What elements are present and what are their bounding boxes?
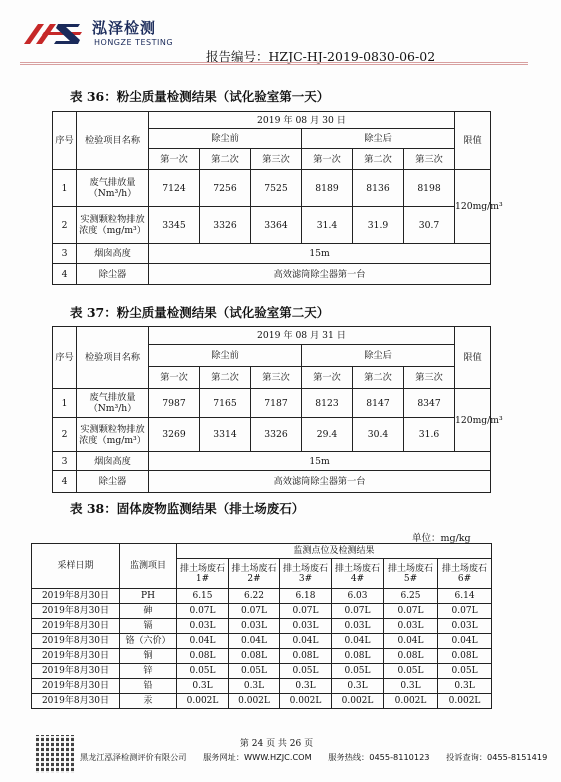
table-row: [32, 664, 492, 679]
date-header: 2019 年 08 月 31 日: [149, 327, 455, 345]
value-cell: 0.04L: [438, 634, 492, 649]
row-no: 3: [53, 452, 77, 471]
item-cell: 镉: [120, 619, 177, 634]
value-cell: 0.08L: [332, 649, 384, 664]
value-cell: 0.03L: [280, 619, 332, 634]
footer-complaint: 投诉查询：0455-8151419: [446, 752, 548, 762]
value-cell: 7187: [251, 389, 302, 418]
seq-header: 序号: [53, 327, 77, 389]
date-cell: 2019年8月30日: [32, 694, 120, 709]
run-header: 第三次: [404, 367, 455, 389]
date-header: 2019 年 08 月 30 日: [149, 112, 455, 129]
point-header: 排土场废石 5#: [384, 559, 438, 589]
value-cell: 0.07L: [438, 604, 492, 619]
header-divider: [20, 62, 528, 63]
value-cell: 31.4: [302, 207, 353, 244]
run-header: 第一次: [302, 149, 353, 170]
row-no: 4: [53, 264, 77, 285]
table-row: [32, 604, 492, 619]
stack-height-value: 15m: [149, 244, 491, 264]
value-cell: 0.05L: [229, 664, 280, 679]
collector-value: 高效滤筒除尘器第一台: [149, 471, 491, 493]
page-number: 第 24 页 共 26 页: [239, 739, 314, 749]
value-cell: 7256: [200, 170, 251, 207]
item-cell: 汞: [120, 694, 177, 709]
value-cell: 3326: [251, 418, 302, 452]
row-item: 实测颗粒物排放浓度（mg/m³）: [77, 418, 149, 452]
value-cell: 0.002L: [280, 694, 332, 709]
run-header: 第二次: [200, 367, 251, 389]
date-cell: 2019年8月30日: [32, 589, 120, 604]
limit-header: 限值: [455, 327, 491, 389]
row-item: 烟囱高度: [77, 244, 149, 264]
item-cell: 砷: [120, 604, 177, 619]
value-cell: 31.9: [353, 207, 404, 244]
run-header: 第二次: [353, 149, 404, 170]
value-cell: 8347: [404, 389, 455, 418]
table-row: [32, 679, 492, 694]
date-cell: 2019年8月30日: [32, 679, 120, 694]
value-cell: 0.03L: [384, 619, 438, 634]
value-cell: 29.4: [302, 418, 353, 452]
unit-label: 单位：mg/kg: [412, 533, 471, 544]
table38: [31, 543, 492, 709]
value-cell: 0.05L: [177, 664, 229, 679]
item-cell: 铜: [120, 649, 177, 664]
stack-height-value: 15m: [149, 452, 491, 471]
run-header: 第二次: [353, 367, 404, 389]
limit-value: 120mg/m³: [455, 170, 491, 244]
run-header: 第一次: [149, 367, 200, 389]
value-cell: 0.002L: [384, 694, 438, 709]
value-cell: 30.4: [353, 418, 404, 452]
value-cell: 0.08L: [229, 649, 280, 664]
value-cell: 7124: [149, 170, 200, 207]
header-divider-2: [20, 64, 528, 65]
value-cell: 0.04L: [229, 634, 280, 649]
row-item: 除尘器: [77, 471, 149, 493]
after-header: 除尘后: [302, 129, 455, 149]
value-cell: 0.07L: [384, 604, 438, 619]
table36-title: 表 36：粉尘质量检测结果（试化验室第一天）: [70, 89, 330, 104]
value-cell: 7165: [200, 389, 251, 418]
row-no: 4: [53, 471, 77, 493]
value-cell: 0.002L: [177, 694, 229, 709]
value-cell: 0.05L: [332, 664, 384, 679]
item-header: 检验项目名称: [77, 327, 149, 389]
value-cell: 0.3L: [177, 679, 229, 694]
date-cell: 2019年8月30日: [32, 619, 120, 634]
value-cell: 0.04L: [384, 634, 438, 649]
value-cell: 0.3L: [229, 679, 280, 694]
footer-site: 服务网址：WWW.HZJC.COM: [203, 752, 312, 762]
value-cell: 3326: [200, 207, 251, 244]
table-row: [32, 649, 492, 664]
value-cell: 0.03L: [229, 619, 280, 634]
item-cell: 铅: [120, 679, 177, 694]
value-cell: 6.14: [438, 589, 492, 604]
value-cell: 0.05L: [384, 664, 438, 679]
run-header: 第三次: [404, 149, 455, 170]
value-cell: 31.6: [404, 418, 455, 452]
table-row: [32, 589, 492, 604]
run-header: 第三次: [251, 367, 302, 389]
value-cell: 8198: [404, 170, 455, 207]
run-header: 第三次: [251, 149, 302, 170]
limit-value: 120mg/m³: [455, 389, 491, 452]
run-header: 第一次: [302, 367, 353, 389]
table-row: [32, 694, 492, 709]
row-no: 1: [53, 170, 77, 207]
value-cell: 0.3L: [332, 679, 384, 694]
value-cell: 3364: [251, 207, 302, 244]
point-header: 排土场废石 1#: [177, 559, 229, 589]
value-cell: 0.04L: [332, 634, 384, 649]
group-header: 监测点位及检测结果: [177, 544, 492, 559]
value-cell: 0.05L: [438, 664, 492, 679]
value-cell: 0.08L: [438, 649, 492, 664]
brand-name-en: HONGZE TESTING: [94, 38, 174, 47]
value-cell: 30.7: [404, 207, 455, 244]
before-header: 除尘前: [149, 345, 302, 367]
date-header: 采样日期: [32, 544, 120, 589]
value-cell: 0.002L: [229, 694, 280, 709]
table38-body: [32, 589, 492, 709]
brand-name-cn: 泓泽检测: [92, 19, 157, 37]
value-cell: 0.04L: [280, 634, 332, 649]
row-item: 废气排放量（Nm³/h）: [77, 170, 149, 207]
item-cell: 锌: [120, 664, 177, 679]
point-header: 排土场废石 6#: [438, 559, 492, 589]
value-cell: 6.25: [384, 589, 438, 604]
run-header: 第一次: [149, 149, 200, 170]
value-cell: 0.03L: [332, 619, 384, 634]
collector-value: 高效滤筒除尘器第一台: [149, 264, 491, 285]
row-item: 实测颗粒物排放浓度（mg/m³）: [77, 207, 149, 244]
table-row: [32, 619, 492, 634]
date-cell: 2019年8月30日: [32, 664, 120, 679]
row-item: 除尘器: [77, 264, 149, 285]
value-cell: 0.3L: [438, 679, 492, 694]
value-cell: 0.08L: [384, 649, 438, 664]
date-cell: 2019年8月30日: [32, 604, 120, 619]
seq-header: 序号: [53, 112, 77, 170]
date-cell: 2019年8月30日: [32, 634, 120, 649]
row-no: 3: [53, 244, 77, 264]
run-header: 第二次: [200, 149, 251, 170]
value-cell: 0.002L: [332, 694, 384, 709]
item-cell: PH: [120, 589, 177, 604]
value-cell: 6.03: [332, 589, 384, 604]
value-cell: 0.07L: [229, 604, 280, 619]
item-cell: 铬（六价）: [120, 634, 177, 649]
value-cell: 0.07L: [177, 604, 229, 619]
value-cell: 8136: [353, 170, 404, 207]
row-item: 废气排放量（Nm³/h）: [77, 389, 149, 418]
value-cell: 0.3L: [384, 679, 438, 694]
company-logo-icon: [22, 18, 84, 48]
value-cell: 8147: [353, 389, 404, 418]
value-cell: 6.18: [280, 589, 332, 604]
row-no: 2: [53, 418, 77, 452]
before-header: 除尘前: [149, 129, 302, 149]
value-cell: 0.08L: [177, 649, 229, 664]
row-item: 烟囱高度: [77, 452, 149, 471]
item-header: 检验项目名称: [77, 112, 149, 170]
value-cell: 8123: [302, 389, 353, 418]
value-cell: 3345: [149, 207, 200, 244]
table38-title: 表 38：固体废物监测结果（排土场废石）: [70, 501, 305, 516]
value-cell: 6.22: [229, 589, 280, 604]
footer-hotline: 服务热线：0455-8110123: [328, 752, 430, 762]
table37-title: 表 37：粉尘质量检测结果（试化验室第二天）: [70, 305, 330, 320]
value-cell: 0.002L: [438, 694, 492, 709]
limit-header: 限值: [455, 112, 491, 170]
value-cell: 7987: [149, 389, 200, 418]
footer-company: 黑龙江泓泽检测评价有限公司: [80, 752, 187, 762]
point-header: 排土场废石 3#: [280, 559, 332, 589]
value-cell: 0.07L: [280, 604, 332, 619]
value-cell: 3314: [200, 418, 251, 452]
item-header: 监测项目: [120, 544, 177, 589]
value-cell: 0.3L: [280, 679, 332, 694]
table37: [52, 326, 503, 493]
value-cell: 0.08L: [280, 649, 332, 664]
table-row: [32, 634, 492, 649]
report-number-label: 报告编号：: [206, 49, 269, 64]
report-number-value: HZJC-HJ-2019-0830-06-02: [268, 49, 436, 64]
footer-contact: [80, 752, 561, 763]
point-header: 排土场废石 2#: [229, 559, 280, 589]
point-header: 排土场废石 4#: [332, 559, 384, 589]
value-cell: 3269: [149, 418, 200, 452]
after-header: 除尘后: [302, 345, 455, 367]
value-cell: 6.15: [177, 589, 229, 604]
table36: [52, 111, 503, 285]
value-cell: 0.04L: [177, 634, 229, 649]
value-cell: 8189: [302, 170, 353, 207]
value-cell: 0.05L: [280, 664, 332, 679]
date-cell: 2019年8月30日: [32, 649, 120, 664]
value-cell: 7525: [251, 170, 302, 207]
row-no: 2: [53, 207, 77, 244]
row-no: 1: [53, 389, 77, 418]
value-cell: 0.03L: [438, 619, 492, 634]
value-cell: 0.03L: [177, 619, 229, 634]
value-cell: 0.07L: [332, 604, 384, 619]
